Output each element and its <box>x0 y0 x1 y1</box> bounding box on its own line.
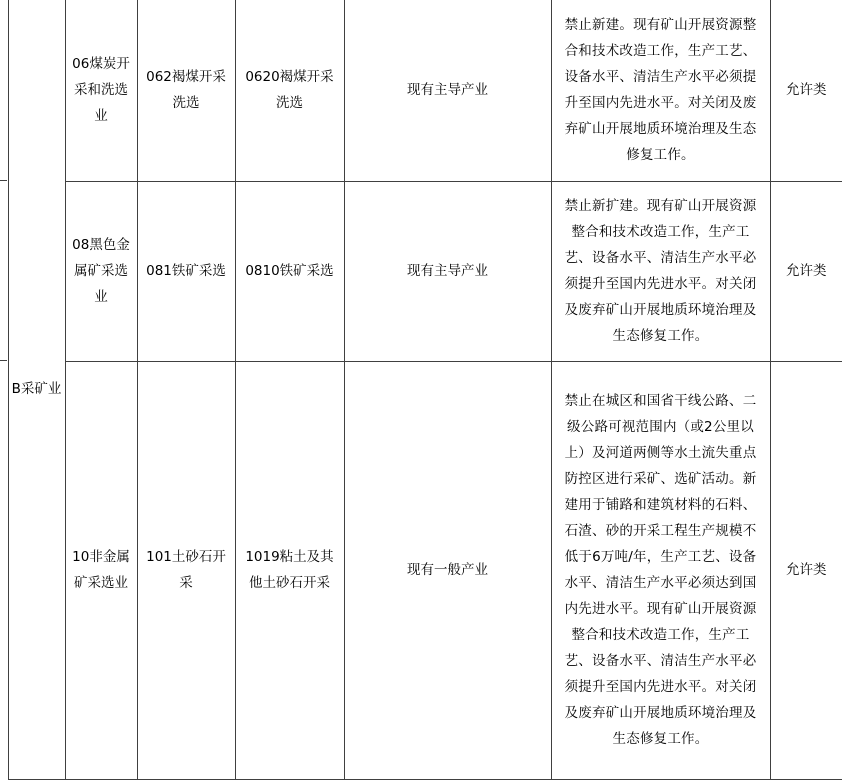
minor-class-line: 洗选 <box>276 95 303 112</box>
medium-class-cell <box>137 181 235 361</box>
requirement-line: 建用于铺路和建筑材料的石料、 <box>564 497 757 513</box>
requirement-line: 防控区进行采矿、选矿活动。新 <box>564 471 757 487</box>
industry-status-cell <box>344 361 551 779</box>
industry-status-cell <box>344 181 551 361</box>
requirement-line: 生态修复工作。 <box>612 328 709 344</box>
industry-status: 现有一般产业 <box>407 562 488 578</box>
major-class-line: 采和洗选 <box>74 82 128 99</box>
major-class-cell <box>65 0 137 181</box>
requirement-line: 低于6万吨/年，生产工艺、设备 <box>564 549 757 565</box>
left-stub-cell <box>0 0 8 181</box>
minor-class-line: 1019粘土及其 <box>245 549 334 565</box>
requirement-line: 合和技术改造工作，生产工艺、 <box>564 43 757 60</box>
minor-class-cell <box>235 181 344 361</box>
left-stub-cell <box>0 181 8 361</box>
industry-status: 现有主导产业 <box>407 263 488 279</box>
major-class-cell <box>65 361 137 779</box>
requirement-line: 须提升至国内先进水平。对关闭 <box>564 276 757 292</box>
minor-class-cell <box>235 361 344 779</box>
major-class-line: 属矿采选 <box>74 263 128 279</box>
requirement-line: 石渣、砂的开采工程生产规模不 <box>564 523 757 539</box>
medium-class-line: 采 <box>179 575 193 591</box>
requirement-cell <box>551 361 770 779</box>
medium-class-line: 洗选 <box>172 95 200 112</box>
requirement-line: 内先进水平。现有矿山开展资源 <box>564 601 757 617</box>
requirement-line: 水平、清洁生产水平必须达到国 <box>564 575 757 591</box>
requirement-line: 须提升至国内先进水平。对关闭 <box>564 679 757 695</box>
category-type: 允许类 <box>786 263 827 279</box>
requirement-cell <box>551 0 770 181</box>
requirement-line: 级公路可视范围内（或2公里以 <box>567 419 754 435</box>
requirement-line: 禁止新扩建。现有矿山开展资源 <box>564 198 757 214</box>
minor-class-line: 0810铁矿采选 <box>245 263 334 279</box>
major-class-cell <box>65 181 137 361</box>
industry-status-cell <box>344 0 551 181</box>
requirement-line: 整合和技术改造工作，生产工 <box>571 224 750 240</box>
medium-class-cell <box>137 361 235 779</box>
requirement-line: 升至国内先进水平。对关闭及废 <box>564 95 757 112</box>
major-class-line: 矿采选业 <box>74 575 128 591</box>
requirement-cell <box>551 181 770 361</box>
category-type: 允许类 <box>786 82 827 99</box>
category-type-cell <box>770 0 842 181</box>
requirement-line: 艺、设备水平、清洁生产水平必 <box>564 250 757 266</box>
table-row <box>0 361 842 779</box>
category-type: 允许类 <box>786 562 827 578</box>
table-row <box>0 181 842 361</box>
category-label: B采矿业 <box>11 381 62 398</box>
minor-class-cell <box>235 0 344 181</box>
major-class-line: 业 <box>94 108 108 125</box>
table-row <box>0 0 842 181</box>
major-class-line: 06煤炭开 <box>72 56 130 73</box>
requirement-line: 及废弃矿山开展地质环境治理及 <box>564 302 757 318</box>
medium-class-line: 081铁矿采选 <box>146 263 226 279</box>
major-class-line: 08黑色金 <box>72 237 130 253</box>
requirement-line: 及废弃矿山开展地质环境治理及 <box>564 705 757 721</box>
requirement-line: 弃矿山开展地质环境治理及生态 <box>564 121 757 138</box>
major-class-line: 10非金属 <box>72 549 130 565</box>
row-divider-stub <box>0 180 7 181</box>
requirement-line: 艺、设备水平、清洁生产水平必 <box>564 653 757 669</box>
requirement-line: 生态修复工作。 <box>612 731 709 747</box>
requirement-line: 设备水平、清洁生产水平必须提 <box>564 69 757 86</box>
medium-class-line: 062褐煤开采 <box>146 69 226 86</box>
category-cell <box>8 0 65 779</box>
minor-class-line: 0620褐煤开采 <box>245 69 334 86</box>
requirement-line: 禁止在城区和国省干线公路、二 <box>564 393 757 409</box>
minor-class-line: 他土砂石开采 <box>249 575 330 591</box>
major-class-line: 业 <box>94 289 108 305</box>
category-type-cell <box>770 181 842 361</box>
requirement-line: 禁止新建。现有矿山开展资源整 <box>564 17 757 34</box>
category-type-cell <box>770 361 842 779</box>
left-stub-cell <box>0 361 8 779</box>
medium-class-line: 101土砂石开 <box>146 549 226 565</box>
requirement-line: 修复工作。 <box>626 147 695 164</box>
medium-class-cell <box>137 0 235 181</box>
requirement-line: 上）及河道两侧等水土流失重点 <box>564 445 757 461</box>
requirement-line: 整合和技术改造工作，生产工 <box>571 627 750 643</box>
industry-status: 现有主导产业 <box>407 82 488 99</box>
row-divider-stub <box>0 360 7 361</box>
